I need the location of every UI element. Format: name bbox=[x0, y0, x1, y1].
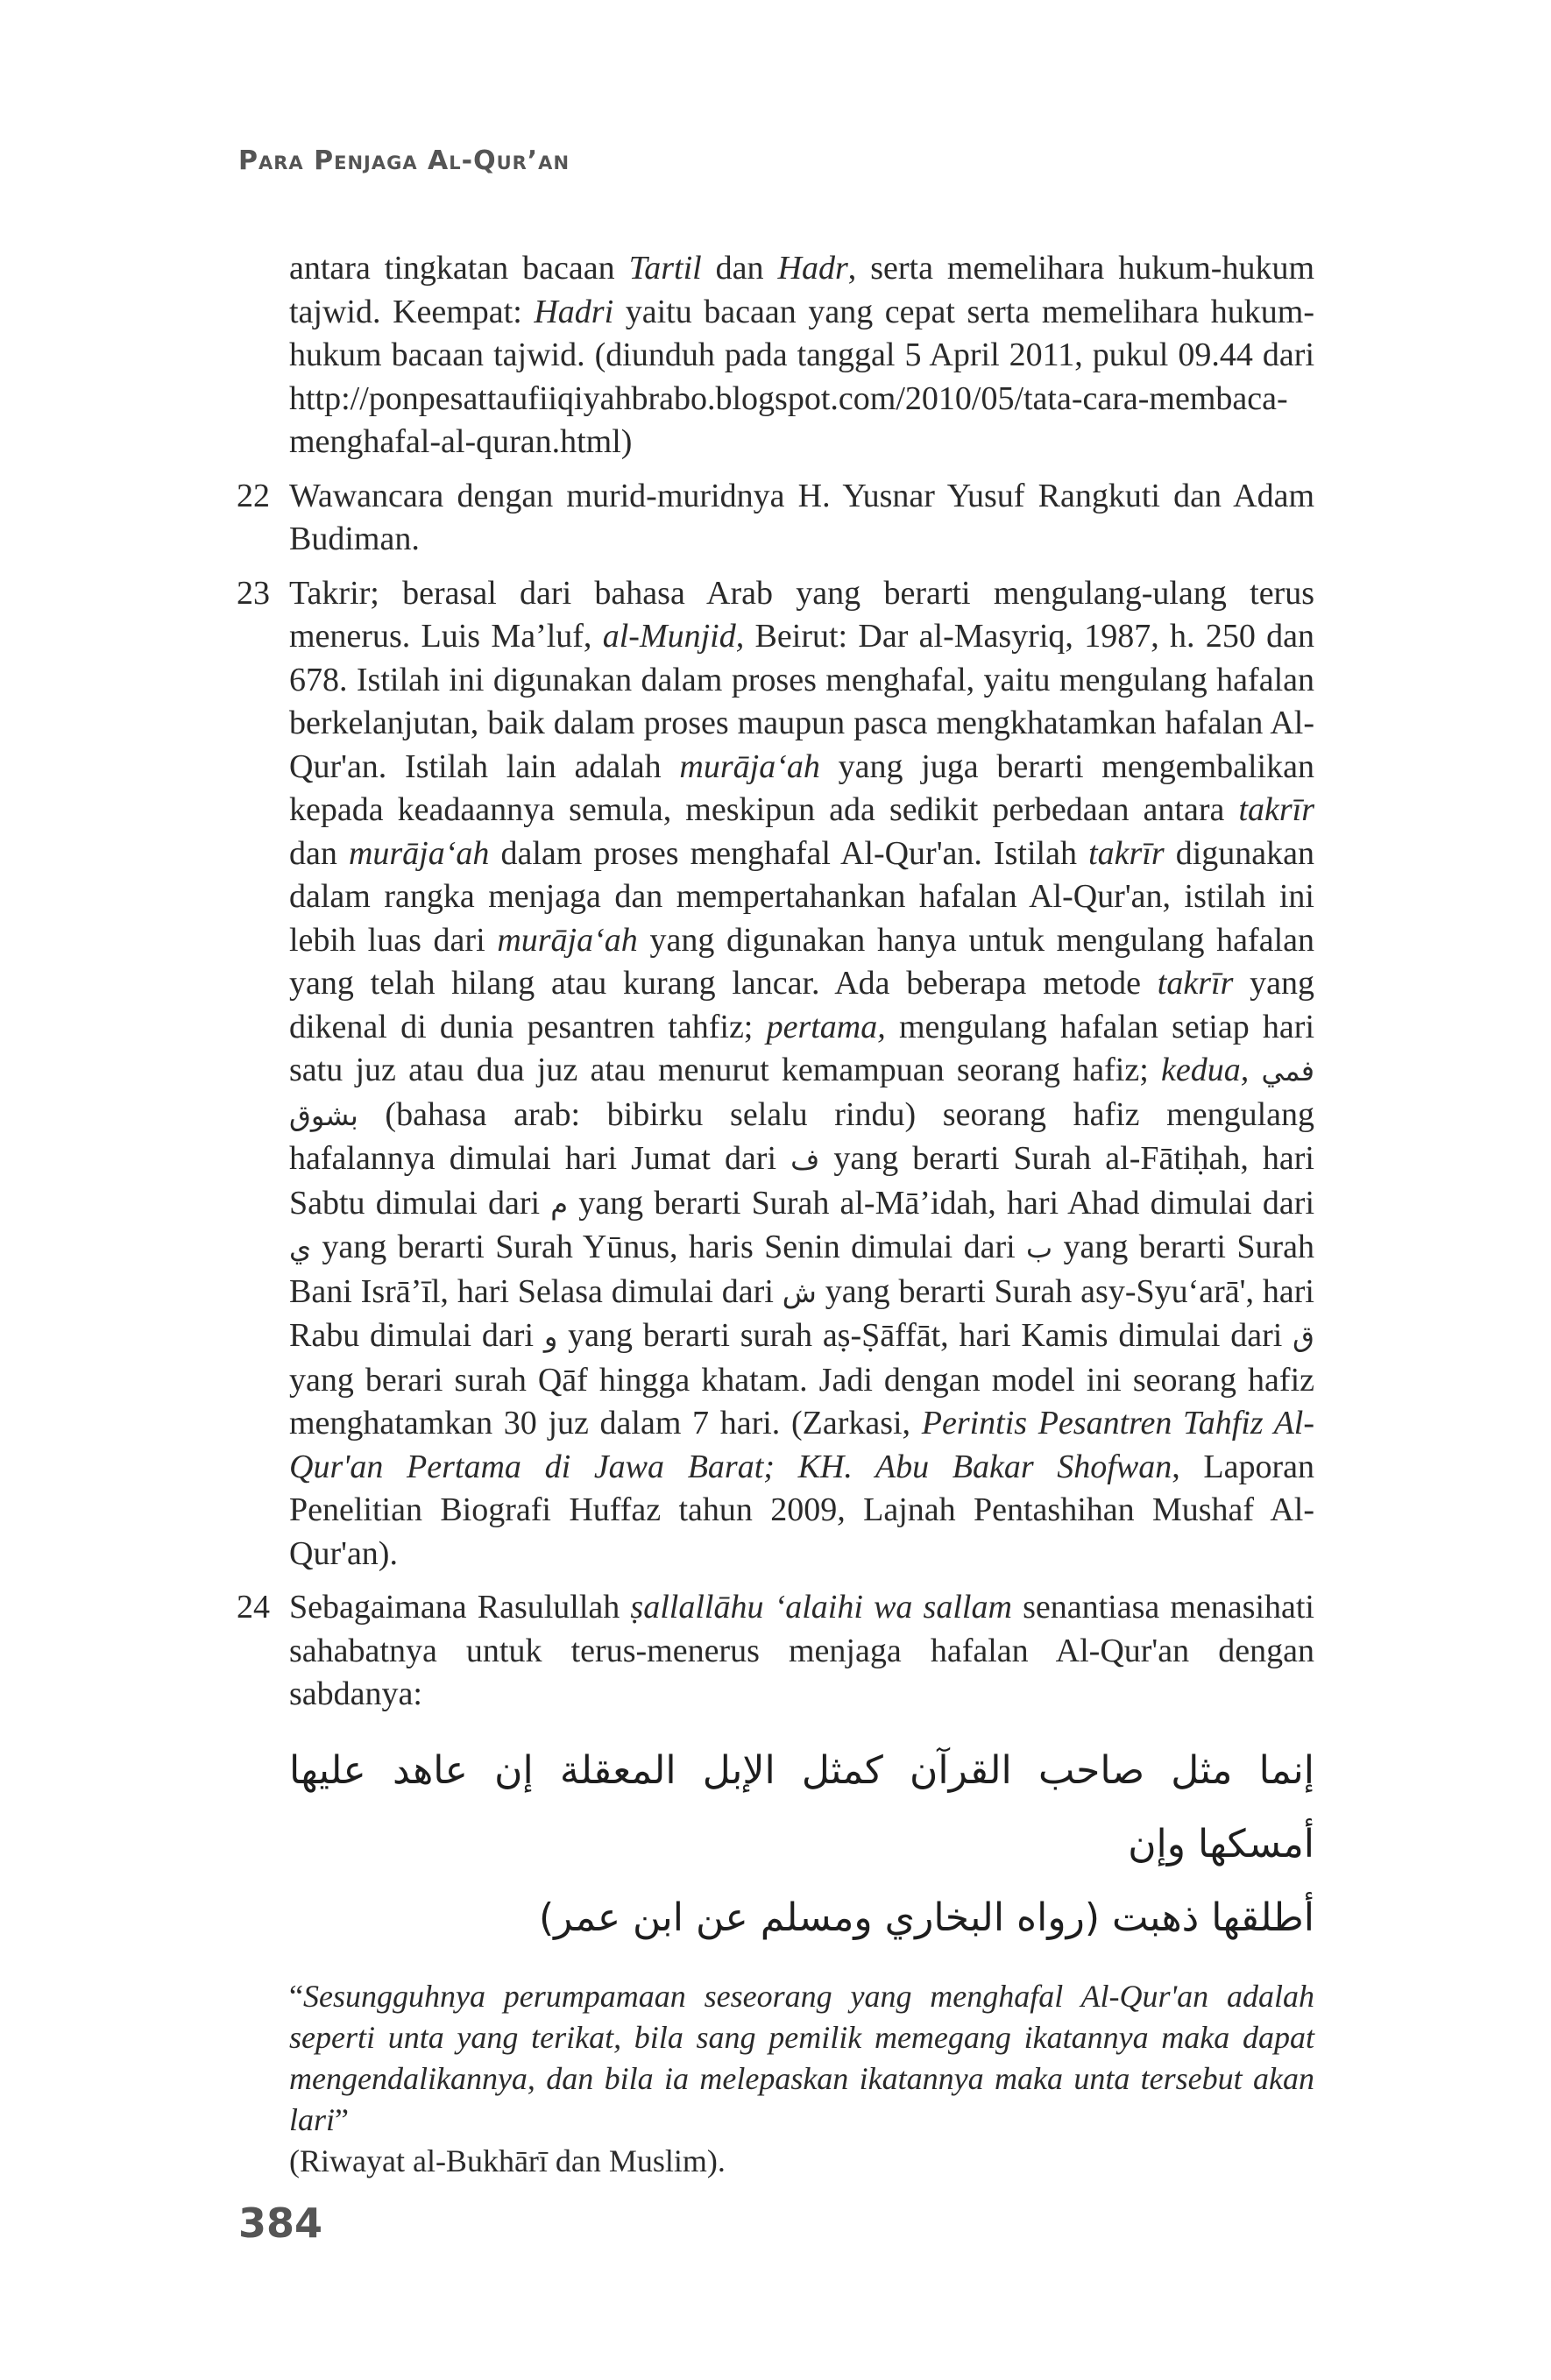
hadith-arabic-line-2: أطلقها ذهبت (رواه البخاري ومسلم عن ابن عمر) bbox=[538, 1895, 1314, 1940]
endnotes bbox=[237, 247, 1314, 2182]
note-number: 24 bbox=[237, 1589, 270, 1626]
arabic-letter: فمي بشوق bbox=[289, 1054, 1314, 1132]
page-number: 384 bbox=[238, 2199, 323, 2247]
arabic-letter: ق bbox=[1292, 1320, 1314, 1353]
note-continuation-text bbox=[289, 250, 1314, 460]
quote-open-mark: “ bbox=[289, 1978, 303, 2014]
text-run: digunakan dalam rangka menjaga dan mempertahankan hafalan Al-Qur'an, istilah ini lebih luas dari bbox=[289, 834, 1314, 959]
text-run: yang dikenal di dunia pesantren tahfiz; bbox=[289, 965, 1314, 1045]
hadith-source: (Riwayat al-Bukhārī dan Muslim). bbox=[289, 2143, 726, 2178]
note-24 bbox=[237, 1586, 1314, 1717]
text-run: Takrir; berasal dari bahasa Arab yang berarti mengulang-ulang terus menerus. Luis Ma’luf, bbox=[289, 574, 1314, 655]
text-run: senantiasa menasihati sahabatnya untuk terus-menerus menjaga hafalan Al-Qur'an dengan sabdanya: bbox=[289, 1589, 1314, 1712]
note-text bbox=[289, 478, 1314, 558]
text-run: Sebagaimana Rasulullah bbox=[289, 1589, 631, 1626]
text-run: mengulang hafalan setiap hari satu juz atau dua juz atau menurut kemampuan seorang hafiz; bbox=[289, 1008, 1314, 1088]
hadith-translation bbox=[289, 1976, 1314, 2182]
text-run: yang berarti Surah al-Mā’idah, hari Ahad dimulai dari bbox=[568, 1184, 1315, 1222]
italic-term: kedua, bbox=[1161, 1052, 1250, 1088]
italic-term: Hadr bbox=[777, 250, 848, 287]
text-run: Beirut: Dar al-Masyriq, 1987, h. 250 dan 678. Istilah ini digunakan dalam proses menghafal, yaitu mengulang hafalan berkelanjutan, baik dalam proses maupun pasca mengkhatamkan hafalan Al-Qur'an. Istilah lain adalah bbox=[289, 618, 1315, 785]
note-continuation bbox=[237, 247, 1314, 464]
text-run: yang berarti Surah asy-Syu‘arā', hari Rabu dimulai dari bbox=[289, 1272, 1314, 1354]
text-run: yaitu bacaan yang cepat serta memelihara hukum-hukum bacaan tajwid. (diunduh pada tanggal 5 April 2011, pukul 09.44 dari http://ponpesattaufiiqiyahbrabo.blogspot.com/2010/05/tata-cara-membaca-menghafal-al-quran.html) bbox=[289, 293, 1314, 460]
text-run: yang juga berarti mengembalikan kepada keadaannya semula, meskipun ada sedikit perbedaan antara bbox=[289, 747, 1314, 828]
italic-term: ṣallallāhu ‘alaihi wa sallam bbox=[630, 1589, 1012, 1626]
italic-term: Tartil bbox=[628, 250, 702, 287]
italic-term: , bbox=[837, 1491, 846, 1528]
text-run: , Laporan Penelitian Biografi Huffaz tahun 2009 bbox=[289, 1448, 1314, 1528]
text-run: yang berarti Surah Bani Isrā’īl, hari Selasa dimulai dari bbox=[289, 1229, 1314, 1310]
arabic-letter: ب bbox=[1026, 1231, 1053, 1264]
italic-term: takrīr bbox=[1157, 965, 1234, 1002]
text-run: , serta memelihara hukum-hukum tajwid. Keempat: bbox=[289, 250, 1315, 330]
text-run: dalam proses menghafal Al-Qur'an. Istilah bbox=[489, 834, 1089, 872]
italic-term: Perintis Pesantren Tahfiz Al-Qur'an Pertama di Jawa Barat; KH. Abu Bakar Shofwan bbox=[289, 1405, 1315, 1485]
running-header: Para Penjaga Al-Qur’an bbox=[238, 145, 570, 176]
quote-close-mark: ” bbox=[335, 2101, 349, 2137]
italic-term: al-Munjid, bbox=[602, 618, 745, 655]
text-run: (bahasa arab: bibirku selalu rindu) seorang hafiz mengulang hafalannya dimulai hari Jumat dari bbox=[289, 1095, 1314, 1177]
text-run: antara tingkatan bacaan bbox=[289, 250, 629, 287]
text-run bbox=[1249, 1052, 1261, 1088]
italic-term: murāja‘ah bbox=[679, 747, 820, 785]
text-run: dan bbox=[701, 250, 778, 287]
text-run: yang berarti Surah al-Fātiḥah, hari Sabtu dimulai dari bbox=[289, 1140, 1314, 1222]
note-22 bbox=[237, 475, 1314, 562]
italic-term: murāja‘ah bbox=[348, 834, 490, 872]
note-text bbox=[289, 575, 1314, 1572]
arabic-letter: ي bbox=[289, 1231, 312, 1264]
italic-term: pertama, bbox=[766, 1008, 886, 1045]
text-run: Lajnah Pentashihan Mushaf Al-Qur'an). bbox=[289, 1491, 1314, 1572]
hadith-translation-text: Sesungguhnya perumpamaan seseorang yang menghafal Al-Qur'an adalah seperti unta yang terikat, bila sang pemilik memegang ikatannya maka dapat mengendalikannya, dan bila ia melepaskan ikatannya maka unta tersebut akan lari bbox=[289, 1978, 1314, 2137]
note-number: 22 bbox=[237, 477, 270, 514]
italic-term: takrīr bbox=[1088, 834, 1165, 872]
arabic-letter: و bbox=[543, 1320, 558, 1353]
arabic-letter: م bbox=[550, 1186, 569, 1221]
text-run: yang berarti Surah Yūnus, haris Senin dimulai dari bbox=[311, 1229, 1027, 1265]
hadith-arabic-line-1: إنما مثل صاحب القرآن كمثل الإبل المعقلة إن عاهد عليها أمسكها وإن bbox=[289, 1747, 1314, 1866]
text-run: yang berarti surah aṣ-Ṣāffāt, hari Kamis dimulai dari bbox=[557, 1317, 1293, 1354]
text-run: yang berari surah Qāf hingga khatam. Jadi dengan model ini seorang hafiz menghatamkan 30 juz dalam 7 hari. (Zarkasi, bbox=[289, 1361, 1314, 1441]
text-run: Wawancara dengan murid-muridnya H. Yusnar Yusuf Rangkuti dan Adam Budiman. bbox=[289, 477, 1314, 557]
italic-term: takrīr bbox=[1238, 791, 1314, 828]
note-text bbox=[289, 1589, 1314, 1712]
hadith-arabic bbox=[289, 1734, 1314, 1955]
text-run: dan bbox=[289, 834, 349, 872]
text-run: yang digunakan hanya untuk mengulang hafalan yang telah hilang atau kurang lancar. Ada beberapa metode bbox=[289, 921, 1314, 1002]
italic-term: murāja‘ah bbox=[497, 921, 638, 959]
italic-term: Hadri bbox=[534, 293, 614, 330]
note-number: 23 bbox=[237, 574, 270, 612]
arabic-letter: ش bbox=[782, 1275, 817, 1309]
note-23 bbox=[237, 572, 1314, 1576]
arabic-letter: ف bbox=[790, 1143, 820, 1176]
